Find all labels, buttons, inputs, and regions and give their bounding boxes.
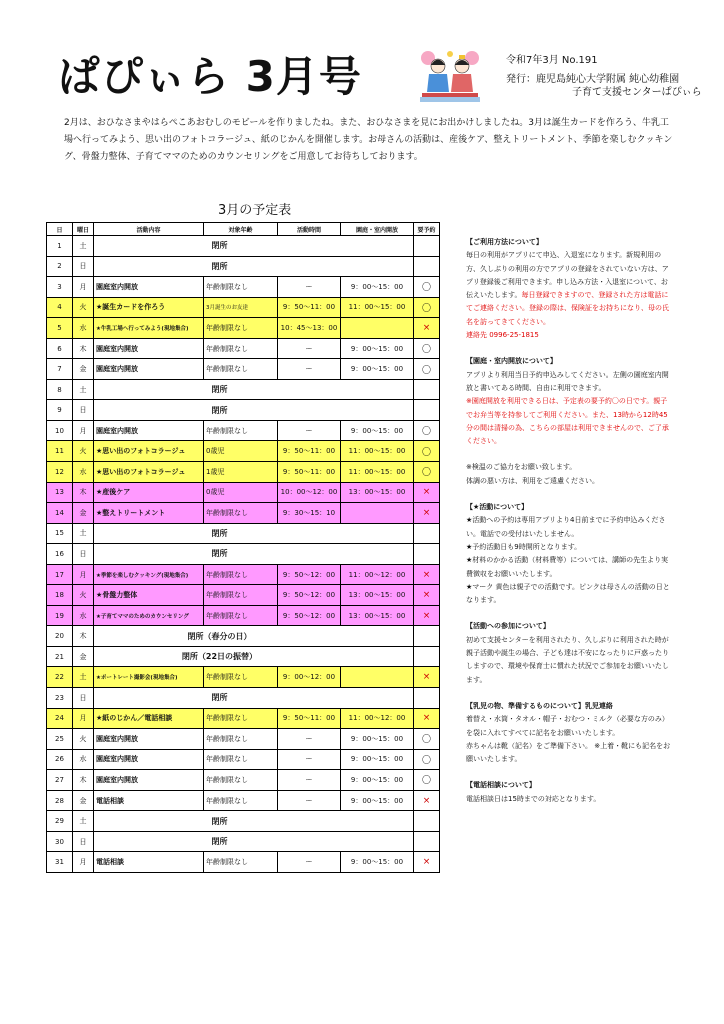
cell-day: 8	[47, 379, 73, 400]
cell-weekday: 木	[73, 770, 94, 791]
issue-date-number: 令和7年3月 No.191	[506, 55, 598, 66]
cell-weekday: 月	[73, 277, 94, 298]
cell-weekday: 土	[73, 523, 94, 544]
cell-weekday: 火	[73, 441, 94, 462]
cell-reservation-empty	[414, 400, 440, 421]
cell-day: 27	[47, 770, 73, 791]
cell-closed: 閉所	[94, 400, 414, 421]
cell-time: ー	[278, 338, 341, 359]
cell-target: 年齢制限なし	[204, 667, 278, 688]
header-target: 対象年齢	[204, 223, 278, 236]
cell-reservation: ×	[414, 667, 440, 688]
cell-weekday: 月	[73, 708, 94, 729]
cell-open: 9：00～15：00	[341, 852, 414, 873]
cell-open: 9：00～15：00	[341, 420, 414, 441]
health-note-1: ※検温のご協力をお願い致します。	[466, 463, 577, 472]
cell-time: 9：50～12：00	[278, 585, 341, 606]
cell-weekday: 月	[73, 420, 94, 441]
cell-reservation-empty	[414, 523, 440, 544]
cell-weekday: 火	[73, 585, 94, 606]
cell-reservation-empty	[414, 626, 440, 647]
items-title: 【乳児の物、準備するものについて】乳児連絡	[466, 701, 613, 710]
cell-target: 年齢制限なし	[204, 585, 278, 606]
usage-red-note: 毎日登録できますので、登録された方は電話にてご連絡ください。登録の際は、保険証をお持ちになり、母の氏名を訪ってきてください。	[466, 291, 669, 326]
items-text-2: 赤ちゃんは靴（記名）をご準備下さい。 ※上着・靴にも記名をお願いいたします。	[466, 741, 671, 764]
cell-target: 年齢制限なし	[204, 852, 278, 873]
header-weekday: 曜日	[73, 223, 94, 236]
cell-reservation: ×	[414, 585, 440, 606]
health-notes	[466, 461, 674, 488]
cell-target: 年齢制限なし	[204, 708, 278, 729]
cell-time: 9：50～11：00	[278, 708, 341, 729]
cell-time: 9：50～12：00	[278, 605, 341, 626]
cell-target: 年齢制限なし	[204, 503, 278, 524]
header-activity: 活動内容	[94, 223, 204, 236]
event-section	[466, 501, 674, 607]
event-note-4: ★マーク 黄色は親子での活動です。ピンクは母さんの活動の日となります。	[466, 582, 670, 605]
cell-activity: ★思い出のフォトコラージュ	[94, 462, 204, 483]
cell-time: 9：50～12：00	[278, 564, 341, 585]
cell-activity: 電話相談	[94, 790, 204, 811]
cell-open: 13：00～15：00	[341, 585, 414, 606]
cell-day: 9	[47, 400, 73, 421]
schedule-row	[47, 626, 440, 647]
cell-day: 3	[47, 277, 73, 298]
cell-target: 1歳児	[204, 462, 278, 483]
cell-weekday: 金	[73, 790, 94, 811]
header-reservation: 要予約	[414, 223, 440, 236]
schedule-row	[47, 482, 440, 503]
cell-day: 21	[47, 646, 73, 667]
cell-weekday: 日	[73, 400, 94, 421]
cell-target: 年齢制限なし	[204, 729, 278, 750]
phone-section	[466, 779, 674, 806]
cell-open: 9：00～15：00	[341, 790, 414, 811]
cell-target: 0歳児	[204, 441, 278, 462]
schedule-row	[47, 831, 440, 852]
newsletter-title: ぱぴぃら 3月号	[58, 52, 362, 101]
cell-activity: 園庭室内開放	[94, 338, 204, 359]
cell-activity: ★思い出のフォトコラージュ	[94, 441, 204, 462]
health-note-2: 体調の悪い方は、利用をご遠慮ください。	[466, 476, 599, 485]
cell-reservation: 〇	[414, 297, 440, 318]
cell-time: 9：50～11：00	[278, 462, 341, 483]
cell-target: 年齢制限なし	[204, 790, 278, 811]
cell-closed: 閉所	[94, 831, 414, 852]
cell-time: ー	[278, 729, 341, 750]
cell-time: ー	[278, 770, 341, 791]
cell-day: 11	[47, 441, 73, 462]
event-note-3: ★材料のかかる活動（材料費等）については、講師の先生より実費徴収をお願いいたします。	[466, 556, 669, 578]
header-day: 日	[47, 223, 73, 236]
cell-weekday: 水	[73, 462, 94, 483]
cell-day: 17	[47, 564, 73, 585]
cell-reservation: 〇	[414, 729, 440, 750]
cell-time: ー	[278, 420, 341, 441]
cell-time: ー	[278, 790, 341, 811]
usage-text: 毎日の利用がアプリにて申込、入退室になります。新規利用の方、久しぶりの利用の方でアプリの登録をされていない方は、アプリ登録後ご利用できます。申し込み方法・入退室について、お伝えいたします。	[466, 251, 669, 300]
cell-target: 年齢制限なし	[204, 318, 278, 339]
cell-target: 年齢制限なし	[204, 420, 278, 441]
cell-day: 25	[47, 729, 73, 750]
cell-open: 9：00～15：00	[341, 729, 414, 750]
cell-reservation: 〇	[414, 277, 440, 298]
schedule-row	[47, 852, 440, 873]
cell-reservation: ×	[414, 852, 440, 873]
schedule-row	[47, 585, 440, 606]
cell-time: 9：00～12：00	[278, 667, 341, 688]
schedule-row	[47, 256, 440, 277]
open-section	[466, 355, 674, 448]
usage-contact: 連絡先 0996-25-1815	[466, 331, 539, 340]
cell-target: 年齢制限なし	[204, 605, 278, 626]
schedule-row	[47, 544, 440, 565]
cell-activity: ★子育てママのためのカウンセリング	[94, 605, 204, 626]
cell-closed: 閉所	[94, 811, 414, 832]
cell-closed: 閉所	[94, 523, 414, 544]
schedule-row	[47, 708, 440, 729]
cell-closed: 閉所	[94, 379, 414, 400]
cell-weekday: 土	[73, 667, 94, 688]
cell-activity: ★誕生カードを作ろう	[94, 297, 204, 318]
cell-weekday: 土	[73, 236, 94, 257]
cell-activity: 園庭室内開放	[94, 420, 204, 441]
cell-open: 9：00～15：00	[341, 770, 414, 791]
cell-open: 9：00～15：00	[341, 749, 414, 770]
cell-day: 22	[47, 667, 73, 688]
cell-closed: 閉所（22日の振替）	[94, 646, 414, 667]
cell-open: 11：00～15：00	[341, 462, 414, 483]
schedule-title: 3月の予定表	[218, 203, 292, 218]
cell-target: 年齢制限なし	[204, 359, 278, 380]
join-text: 初めて支援センターを利用されたり、久しぶりに利用された時が親子活動や誕生の場合、子ども達は不安になったりに戸惑ったりしますので、環境や保育士に慣れた状況でご参加をお願いいたします。	[466, 635, 669, 684]
cell-reservation: 〇	[414, 338, 440, 359]
cell-activity: 園庭室内開放	[94, 277, 204, 298]
publisher-line-2: 子育て支援センターぱぴぃら	[572, 87, 702, 98]
cell-time: ー	[278, 277, 341, 298]
intro-paragraph: 2月は、おひなさまやはらぺこあおむしのモビールを作りましたね。また、おひなさまを見にお出かけしましたね。3月は誕生カードを作ろう、牛乳工場へ行ってみよう、思い出のフォトコラージュ、紙のじかんを開催します。お母さんの活動は、産後ケア、整えトリートメント、季節を楽しむクッキング、骨盤力整体、子育てママのためのカウンセリングをご用意してお待ちしております。	[64, 118, 673, 162]
schedule-row	[47, 359, 440, 380]
cell-activity: 園庭室内開放	[94, 749, 204, 770]
cell-weekday: 土	[73, 811, 94, 832]
cell-activity: 園庭室内開放	[94, 359, 204, 380]
cell-reservation: 〇	[414, 462, 440, 483]
schedule-row	[47, 605, 440, 626]
cell-weekday: 日	[73, 544, 94, 565]
cell-day: 13	[47, 482, 73, 503]
cell-activity: ★産後ケア	[94, 482, 204, 503]
cell-open: 9：00～15：00	[341, 277, 414, 298]
cell-reservation: ×	[414, 605, 440, 626]
join-section	[466, 620, 674, 686]
cell-day: 16	[47, 544, 73, 565]
cell-reservation-empty	[414, 236, 440, 257]
cell-target: 年齢制限なし	[204, 564, 278, 585]
cell-reservation: ×	[414, 503, 440, 524]
cell-closed: 閉所	[94, 256, 414, 277]
items-text: 着替え・水筒・タオル・帽子・おむつ・ミルク（必要な方のみ）を袋に入れてすべてに記名をお願いいたします。	[466, 715, 669, 737]
cell-open: 11：00～12：00	[341, 564, 414, 585]
cell-time: 10：45～13：00	[278, 318, 341, 339]
cell-activity: ★牛乳工場へ行ってみよう(現地集合)	[94, 318, 204, 339]
cell-reservation: 〇	[414, 749, 440, 770]
cell-day: 12	[47, 462, 73, 483]
schedule-body	[47, 236, 440, 873]
schedule-row	[47, 420, 440, 441]
open-red-note: ※園庭開放を利用できる日は、予定表の要予約〇の日です。親子でお弁当等を持参してご利用ください。また、13時から12時45分の間は清掃の為、こちらの部屋は利用できませんので、ご了承ください。	[466, 397, 669, 446]
cell-closed: 閉所	[94, 544, 414, 565]
schedule-table	[46, 222, 440, 873]
cell-reservation: 〇	[414, 441, 440, 462]
cell-reservation-empty	[414, 256, 440, 277]
schedule-row	[47, 297, 440, 318]
header-time: 活動時間	[278, 223, 341, 236]
cell-open-none	[341, 318, 414, 339]
cell-day: 18	[47, 585, 73, 606]
cell-reservation-empty	[414, 811, 440, 832]
cell-day: 28	[47, 790, 73, 811]
event-note-1: ★活動への予約は専用アプリより4日前までに予約申込みください。電話での受付はいたしません。	[466, 516, 666, 538]
schedule-row	[47, 503, 440, 524]
join-title: 【活動への参加について】	[466, 622, 550, 631]
cell-activity: ★ポートレート撮影会(現地集合)	[94, 667, 204, 688]
cell-reservation: ×	[414, 564, 440, 585]
cell-activity: ★整えトリートメント	[94, 503, 204, 524]
cell-closed: 閉所	[94, 688, 414, 709]
schedule-row	[47, 770, 440, 791]
cell-day: 26	[47, 749, 73, 770]
cell-weekday: 金	[73, 646, 94, 667]
cell-target: 3月誕生のお友達	[204, 297, 278, 318]
cell-target: 年齢制限なし	[204, 770, 278, 791]
cell-target: 0歳児	[204, 482, 278, 503]
cell-weekday: 火	[73, 297, 94, 318]
cell-day: 29	[47, 811, 73, 832]
cell-target: 年齢制限なし	[204, 338, 278, 359]
cell-target: 年齢制限なし	[204, 749, 278, 770]
schedule-row	[47, 318, 440, 339]
cell-target: 年齢制限なし	[204, 277, 278, 298]
cell-day: 1	[47, 236, 73, 257]
schedule-row	[47, 236, 440, 257]
schedule-row	[47, 277, 440, 298]
cell-weekday: 日	[73, 256, 94, 277]
cell-activity: ★紙のじかん／電話相談	[94, 708, 204, 729]
event-note-2: ★予約活動日も9時開所となります。	[466, 542, 582, 551]
schedule-row	[47, 667, 440, 688]
cell-time: 9：50～11：00	[278, 297, 341, 318]
cell-reservation-empty	[414, 544, 440, 565]
cell-time: ー	[278, 749, 341, 770]
cell-reservation: ×	[414, 318, 440, 339]
open-title: 【園庭・室内開放について】	[466, 357, 557, 366]
cell-weekday: 金	[73, 503, 94, 524]
cell-closed: 閉所（春分の日）	[94, 626, 414, 647]
schedule-row	[47, 564, 440, 585]
cell-time: 9：50～11：00	[278, 441, 341, 462]
cell-reservation: 〇	[414, 770, 440, 791]
schedule-row	[47, 523, 440, 544]
cell-reservation: ×	[414, 790, 440, 811]
cell-day: 5	[47, 318, 73, 339]
schedule-row	[47, 441, 440, 462]
cell-day: 31	[47, 852, 73, 873]
info-column	[466, 236, 674, 819]
cell-open: 13：00～15：00	[341, 482, 414, 503]
schedule-row	[47, 811, 440, 832]
cell-reservation: ×	[414, 482, 440, 503]
cell-day: 30	[47, 831, 73, 852]
cell-weekday: 木	[73, 482, 94, 503]
cell-time: 10：00～12：00	[278, 482, 341, 503]
cell-day: 14	[47, 503, 73, 524]
cell-activity: 園庭室内開放	[94, 729, 204, 750]
cell-open: 11：00～12：00	[341, 708, 414, 729]
cell-day: 19	[47, 605, 73, 626]
schedule-row	[47, 729, 440, 750]
cell-day: 15	[47, 523, 73, 544]
cell-weekday: 月	[73, 564, 94, 585]
usage-section	[466, 236, 674, 342]
cell-open: 11：00～15：00	[341, 441, 414, 462]
schedule-header-row	[47, 223, 440, 236]
cell-activity: ★季節を楽しむクッキング(現地集合)	[94, 564, 204, 585]
schedule-row	[47, 379, 440, 400]
cell-reservation-empty	[414, 646, 440, 667]
cell-open: 9：00～15：00	[341, 359, 414, 380]
cell-day: 20	[47, 626, 73, 647]
items-section	[466, 700, 674, 766]
schedule-row	[47, 462, 440, 483]
cell-time: 9：30～15：10	[278, 503, 341, 524]
schedule-row	[47, 749, 440, 770]
issue-meta	[506, 54, 702, 99]
open-text: アプリより利用当日予約申込みしてください。左側の園庭室内開放と書いてある時間、自由に利用できます。	[466, 370, 669, 392]
cell-day: 24	[47, 708, 73, 729]
phone-title: 【電話相談について】	[466, 781, 536, 790]
cell-reservation: 〇	[414, 420, 440, 441]
cell-day: 2	[47, 256, 73, 277]
schedule-row	[47, 646, 440, 667]
cell-reservation-empty	[414, 831, 440, 852]
cell-reservation: ×	[414, 708, 440, 729]
schedule-row	[47, 400, 440, 421]
cell-weekday: 月	[73, 852, 94, 873]
cell-activity: ★骨盤力整体	[94, 585, 204, 606]
cell-weekday: 木	[73, 626, 94, 647]
cell-weekday: 水	[73, 605, 94, 626]
phone-text: 電話相談日は15時までの対応となります。	[466, 794, 601, 803]
cell-day: 23	[47, 688, 73, 709]
cell-open-none	[341, 503, 414, 524]
cell-weekday: 木	[73, 338, 94, 359]
cell-weekday: 水	[73, 749, 94, 770]
cell-closed: 閉所	[94, 236, 414, 257]
cell-reservation-empty	[414, 379, 440, 400]
schedule-row	[47, 688, 440, 709]
publisher-line-1: 発行：鹿児島純心大学附属 純心幼稚園	[506, 74, 680, 85]
cell-activity: 園庭室内開放	[94, 770, 204, 791]
cell-open: 11：00～15：00	[341, 297, 414, 318]
cell-reservation: 〇	[414, 359, 440, 380]
cell-reservation-empty	[414, 688, 440, 709]
schedule-row	[47, 338, 440, 359]
schedule-row	[47, 790, 440, 811]
cell-open: 13：00～15：00	[341, 605, 414, 626]
cell-activity: 電話相談	[94, 852, 204, 873]
usage-title: 【ご利用方法について】	[466, 238, 543, 246]
cell-day: 7	[47, 359, 73, 380]
cell-time: ー	[278, 359, 341, 380]
cell-weekday: 水	[73, 318, 94, 339]
cell-weekday: 火	[73, 729, 94, 750]
cell-time: ー	[278, 852, 341, 873]
cell-weekday: 金	[73, 359, 94, 380]
event-title: 【★活動について】	[466, 503, 529, 512]
cell-day: 10	[47, 420, 73, 441]
cell-day: 6	[47, 338, 73, 359]
cell-open-none	[341, 667, 414, 688]
cell-open: 9：00～15：00	[341, 338, 414, 359]
cell-weekday: 日	[73, 831, 94, 852]
cell-day: 4	[47, 297, 73, 318]
cell-weekday: 日	[73, 688, 94, 709]
cell-weekday: 土	[73, 379, 94, 400]
hina-dolls-illustration	[418, 50, 482, 104]
header-open: 園庭・室内開放	[341, 223, 414, 236]
